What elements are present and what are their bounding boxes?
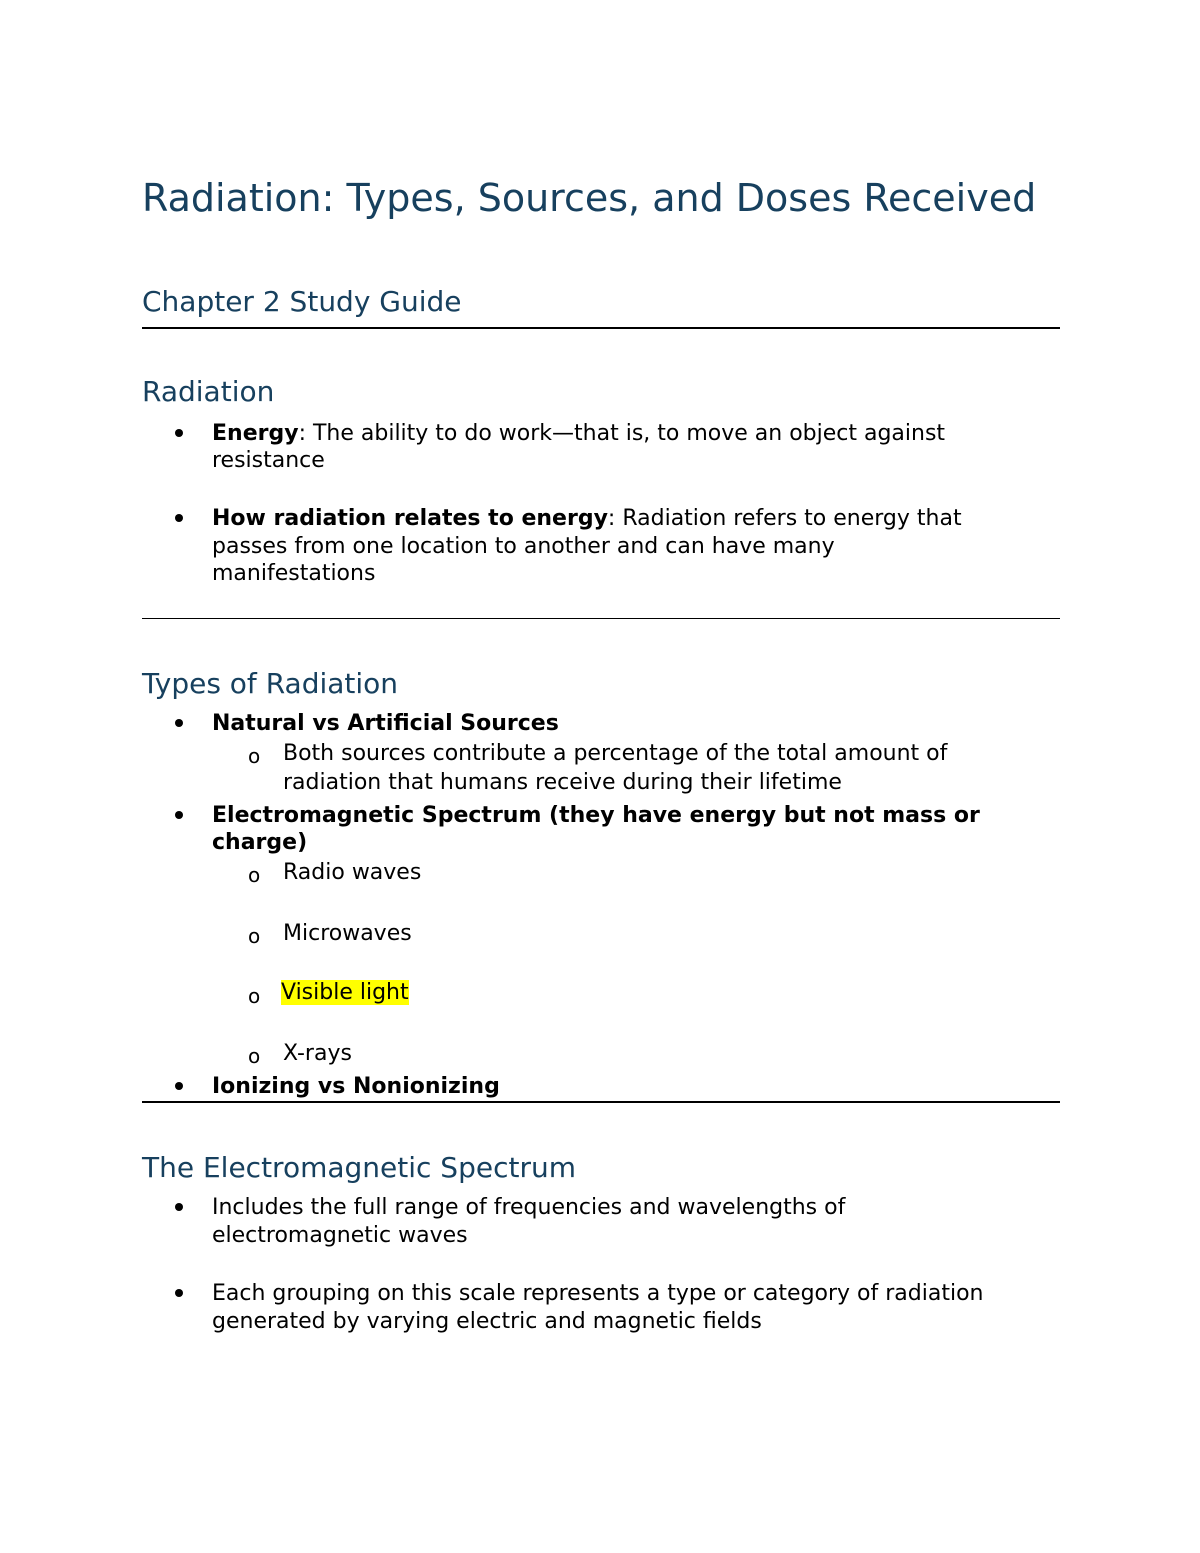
section-divider [142, 618, 1060, 619]
list-item-radiation-energy-cont: passes from one location to another and can have many [212, 534, 835, 559]
list-item-grouping-cont: generated by varying electric and magnetic fields [212, 1309, 762, 1334]
subtitle-divider [142, 327, 1060, 329]
sub-item-visible-light [281, 979, 409, 1006]
sub-bullet-marker: o [248, 744, 261, 768]
sub-item-sources: Both sources contribute a percentage of the total amount of [283, 741, 948, 766]
list-item-energy: Energy: The ability to do work—that is, to move an object against [212, 421, 946, 446]
list-item-grouping: Each grouping on this scale represents a type or category of radiation [212, 1281, 984, 1306]
sub-item-radio-waves: Radio waves [283, 860, 422, 885]
list-item-ionizing: Ionizing vs Nonionizing [212, 1074, 500, 1099]
sub-bullet-marker: o [248, 924, 261, 948]
sub-bullet-marker: o [248, 1044, 261, 1068]
sub-item-x-rays: X-rays [283, 1041, 352, 1066]
section-divider [142, 1101, 1060, 1103]
list-item-energy-cont: resistance [212, 448, 325, 473]
list-item-natural-artificial: Natural vs Artificial Sources [212, 711, 559, 736]
sub-bullet-marker: o [248, 863, 261, 887]
bullet-icon [172, 426, 186, 440]
sub-item-microwaves: Microwaves [283, 921, 412, 946]
section-heading-types: Types of Radiation [142, 667, 399, 700]
list-item-radiation-energy: How radiation relates to energy: Radiation refers to energy that [212, 506, 962, 531]
document-subtitle: Chapter 2 Study Guide [142, 285, 462, 318]
sub-bullet-marker: o [248, 984, 261, 1008]
term-label: Energy [212, 421, 299, 446]
list-item-full-range: Includes the full range of frequencies and wavelengths of [212, 1195, 846, 1220]
document-title: Radiation: Types, Sources, and Doses Received [142, 176, 1037, 220]
bullet-icon [172, 511, 186, 525]
highlighted-text: Visible light [281, 980, 409, 1005]
bullet-icon [172, 1200, 186, 1214]
term-label: How radiation relates to energy [212, 506, 608, 531]
section-heading-em-spectrum: The Electromagnetic Spectrum [142, 1151, 576, 1184]
bullet-icon [172, 808, 186, 822]
bullet-icon [172, 716, 186, 730]
list-item-em-spectrum-cont: charge) [212, 830, 308, 855]
list-item-em-spectrum: Electromagnetic Spectrum (they have energy but not mass or [212, 803, 980, 828]
bullet-icon [172, 1286, 186, 1300]
bullet-icon [172, 1079, 186, 1093]
list-item-full-range-cont: electromagnetic waves [212, 1223, 468, 1248]
list-item-radiation-energy-cont2: manifestations [212, 561, 376, 586]
section-heading-radiation: Radiation [142, 375, 275, 408]
sub-item-sources-cont: radiation that humans receive during their lifetime [283, 770, 842, 795]
